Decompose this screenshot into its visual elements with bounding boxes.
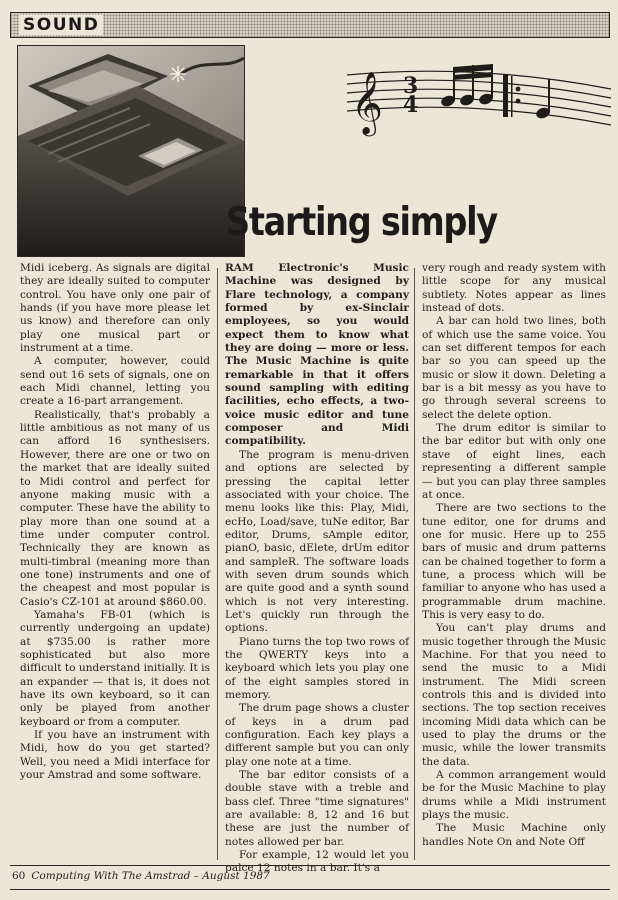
time-signature-top: 3 xyxy=(403,73,419,99)
paragraph: Piano turns the top two rows of the QWERTY keys into a keyboard which lets you play one of the eight samples stored in memory. xyxy=(225,635,409,701)
page-footer xyxy=(12,870,270,882)
paragraph: If you have an instrument with Midi, how do you get started? Well, you need a Midi interface for your Amstrad and some software. xyxy=(20,729,210,782)
article-title: Starting simply xyxy=(226,200,497,245)
column-2 xyxy=(225,262,409,876)
paragraph: RAM Electronic's Music Machine was designed by Flare technology, a company formed by ex-Sinclair employees, so you would expect them to know what they are doing — more or less. The Music Machine is quite remarkable in that it offers sound sampling with editing facilities, echo effects, a two-voice music editor and tune composer and Midi compatibility. xyxy=(225,262,409,448)
staff-lines xyxy=(347,71,611,125)
column-3 xyxy=(422,262,606,849)
paragraph: The drum page shows a cluster of keys in a drum pad configuration. Each key plays a different sample but you can only play one note at a time. xyxy=(225,702,409,768)
paragraph: The bar editor consists of a double stave with a treble and bass clef. Three "time signatures" are available: 8, 12 and 16 but these are just the number of notes allowed per bar. xyxy=(225,769,409,848)
column-1 xyxy=(20,262,210,782)
paragraph: The drum editor is similar to the bar editor but with only one stave of eight lines, each representing a different sample — but you can play three samples at once. xyxy=(422,422,606,501)
column-divider xyxy=(217,268,218,860)
product-photo xyxy=(17,45,245,257)
paragraph: very rough and ready system with little scope for any musical subtlety. Notes appear as lines instead of dots. xyxy=(422,262,606,315)
paragraph: The Music Machine only handles Note On and Note Off xyxy=(422,822,606,848)
page-number: 60 xyxy=(12,870,26,882)
paragraph: Midi iceberg. As signals are digital they are ideally suited to computer control. You have only one pair of hands (if you have more please let us know) and therefore can only play one musical part or instrument at a time. xyxy=(20,262,210,355)
paragraph: Yamaha's FB-01 (which is currently undergoing an update) at $735.00 is rather more sophisticated but also more difficult to understand initially. It is an expander — that is, it does not have its own keyboard, so it can only be played from another keyboard or from a computer. xyxy=(20,608,210,728)
paragraph: The program is menu-driven and options are selected by pressing the capital letter associated with your choice. The menu looks like this: Play, Midi, ecHo, Load/save, tuNe editor, Bar editor, Drums, sAmple editor, pianO, basic, dElete, drUm editor and sampleR. The software loads with seven drum sounds which are quite good and a synth sound which is not very interesting. Let's quickly run through the options. xyxy=(225,448,409,635)
treble-clef-icon: 𝄞 xyxy=(351,71,383,134)
repeat-barline-icon xyxy=(503,75,520,117)
note-group-icon xyxy=(440,64,495,108)
section-header-bar xyxy=(10,12,610,38)
product-photo-image xyxy=(18,46,244,256)
paragraph: A computer, however, could send out 16 sets of signals, one on each Midi channel, letting you create a 16-part arrangement. xyxy=(20,355,210,408)
music-staff-graphic xyxy=(345,55,613,143)
paragraph: For example, 12 would let you palce 12 notes in a bar. It's a xyxy=(225,849,409,875)
footer-rule xyxy=(10,865,610,866)
paragraph: You can't play drums and music together through the Music Machine. For that you need to send the music to a Midi instrument. The Midi screen controls this and is divided into sections. The top section receives incoming Midi data which can be used to play the drums or the music, while the lower transmits the data. xyxy=(422,622,606,768)
quarter-note-icon xyxy=(535,79,552,120)
paragraph: There are two sections to the tune editor, one for drums and one for music. Here up to 255 bars of music and drum patterns can be chained together to form a tune, a process which will be familiar to anyone who has used a programmable drum machine. This is very easy to do. xyxy=(422,502,606,621)
paragraph: A common arrangement would be for the Music Machine to play drums while a Midi instrument plays the music. xyxy=(422,769,606,822)
footer-rule xyxy=(10,889,610,890)
section-label: SOUND xyxy=(19,15,103,35)
column-divider xyxy=(414,268,415,860)
paragraph: Realistically, that's probably a little ambitious as not many of us can afford 16 synthesisers. However, there are one or two on the market that are ideally suited to Midi control and perfect for anyone making music with a computer. These have the ability to play more than one sound at a time under computer control. Technically they are known as multi-timbral (meaning more than one tone) instruments and one of the cheapest and most popular is Casio's CZ-101 at around $860.00. xyxy=(20,408,210,608)
paragraph: A bar can hold two lines, both of which use the same voice. You can set different tempos for each bar so you can speed up the music or slow it down. Deleting a bar is a bit messy as you have to go through several screens to select the delete option. xyxy=(422,315,606,421)
publication-line: Computing With The Amstrad – August 1987 xyxy=(31,870,270,882)
time-signature-bottom: 4 xyxy=(403,92,419,118)
